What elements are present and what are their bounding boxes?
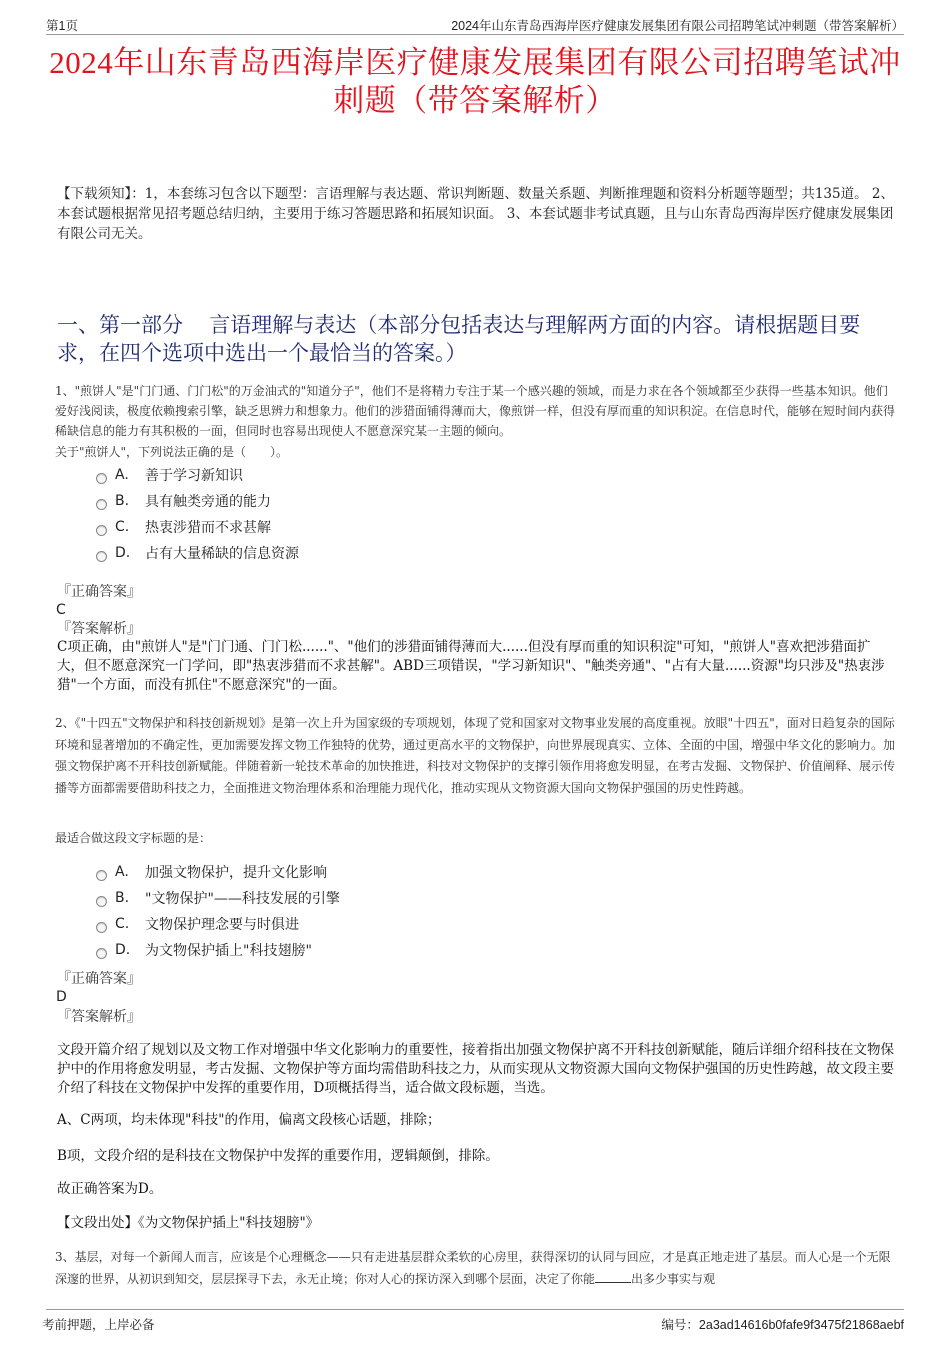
download-notice: 【下载须知】：1，本套练习包含以下题型：言语理解与表达题、常识判断题、数量关系题、判断推理题和资料分析题等题型；共135道。 2、本套试题根据常见招考题总结归纳，主要用于练习答题思路和拓展知识面。 3、本套试题非考试真题，且与山东青岛西海岸医疗健康发展集团有限公司无关。 — [57, 186, 894, 242]
option-letter: C. — [115, 519, 130, 535]
question-1-option-c[interactable] — [96, 514, 299, 540]
option-text: 加强文物保护，提升文化影响 — [145, 865, 327, 881]
question-3-stem-part-2: 出多少事实与观 — [631, 1271, 716, 1286]
header-doc-title: 2024年山东青岛西海岸医疗健康发展集团有限公司招聘笔试冲刺题（带答案解析） — [451, 19, 904, 33]
question-2-stem: 2、《"十四五"文物保护和科技创新规划》是第一次上升为国家级的专项规划，体现了党和国家对文物事业发展的高度重视。放眼"十四五"，面对日趋复杂的国际环境和显著增加的不确定性，更加需要发挥文物工作独特的优势，通过更高水平的文物保护，向世界展现真实、立体、全面的中国，增强中华文化的影响力。加强文物保护离不开科技创新赋能。伴随着新一轮技术革命的加快推进，科技对文物保护的支撑引领作用将愈发明显，在考古发掘、文物保护、价值阐释、展示传播等方面都需要借助科技之力，全面推进文物治理体系和治理能力现代化，推动实现从文物资源大国向文物保护强国的历史性跨越。 — [55, 716, 896, 795]
question-2-options — [96, 859, 340, 963]
radio-button-icon[interactable] — [96, 499, 107, 510]
page-footer — [42, 1309, 904, 1332]
option-letter: B. — [115, 890, 130, 906]
question-1-answer-block — [57, 583, 897, 695]
option-letter: A. — [115, 864, 129, 880]
analysis-label: 『答案解析』 — [57, 1009, 141, 1025]
question-3-stem-part-1: 3、基层，对每一个新闻人而言，应该是个心理概念——只有走进基层群众柔软的心房里，获得深切的认同与回应，才是真正地走进了基层。而人心是一个无限深邃的世界，从初识到知交，层层探寻下去，永无止境；你对人心的探访深入到哪个层面，决定了你能 — [55, 1250, 891, 1286]
question-2-option-d[interactable] — [96, 937, 340, 963]
radio-button-icon[interactable] — [96, 922, 107, 933]
document-title — [40, 44, 910, 120]
question-2-analysis-paragraph-4: 故正确答案为D。 — [57, 1181, 163, 1197]
option-text: 占有大量稀缺的信息资源 — [145, 546, 299, 562]
correct-answer: C — [56, 602, 66, 618]
page-number: 第1页 — [46, 19, 78, 33]
question-2-analysis-paragraph-1: 文段开篇介绍了规划以及文物工作对增强中华文化影响力的重要性，接着指出加强文物保护离不开科技创新赋能，随后详细介绍科技在文物保护中的作用将愈发明显，考古发掘、文物保护等方面均需借助科技之力，从而实现从文物资源大国向文物保护强国的历史性跨越，故文段主要介绍了科技在文物保护中发挥的重要作用，D项概括得当，适合做文段标题，当选。 — [57, 1042, 894, 1096]
option-letter: D. — [115, 942, 131, 958]
question-3-stem — [55, 1247, 895, 1290]
option-text: 善于学习新知识 — [145, 468, 243, 484]
question-2-analysis-paragraph-2: A、C两项，均未体现"科技"的作用，偏离文段核心话题，排除； — [57, 1112, 441, 1128]
question-2-analysis-paragraph-3: B项，文段介绍的是科技在文物保护中发挥的重要作用，逻辑颠倒，排除。 — [57, 1148, 499, 1164]
question-1-prompt: 关于"煎饼人"，下列说法正确的是（ ）。 — [55, 445, 289, 459]
option-letter: D. — [115, 545, 131, 561]
option-letter: B. — [115, 493, 130, 509]
document-title-line-1: 2024年山东青岛西海岸医疗健康发展集团有限公司招聘笔试冲 — [49, 45, 901, 80]
option-text: 具有触类旁通的能力 — [145, 494, 271, 510]
radio-button-icon[interactable] — [96, 525, 107, 536]
section-heading: 一、第一部分 言语理解与表达（本部分包括表达与理解两方面的内容。请根据题目要求，在四个选项中选出一个最恰当的答案。） — [57, 313, 861, 365]
document-serial-number: 编号：2a3ad14616b0fafe9f3475f21868aebf — [661, 1318, 904, 1332]
analysis-label: 『答案解析』 — [57, 621, 141, 637]
option-text: "文物保护"——科技发展的引擎 — [145, 891, 340, 907]
question-1-stem: 1、"煎饼人"是"门门通、门门松"的万金油式的"知道分子"，他们不是将精力专注于某一个感兴趣的领域，而是力求在各个领域都至少获得一些基本知识。他们爱好浅阅读，极度依赖搜索引擎，缺乏思辨力和想象力。他们的涉猎面铺得薄而大，像煎饼一样，但没有厚而重的知识积淀。在信息时代，能够在短时间内获得稀缺信息的能力有其积极的一面，但同时也容易出现使人不愿意深究某一主题的倾向。 — [55, 384, 896, 438]
question-2-option-a[interactable] — [96, 859, 340, 885]
radio-button-icon[interactable] — [96, 473, 107, 484]
question-2-option-c[interactable] — [96, 911, 340, 937]
question-1-analysis: C项正确，由"煎饼人"是"门门通、门门松......"、"他们的涉猎面铺得薄而大......但没有厚而重的知识积淀"可知，"煎饼人"喜欢把涉猎面扩大，但不愿意深究一门学问，即"热衷涉猎而不求甚解"。ABD三项错误，"学习新知识"、"触类旁通"、"占有大量......资源"均只涉及"热衷涉猎"一个方面，而没有抓住"不愿意深究"的一面。 — [57, 639, 885, 693]
question-2-answer-block — [57, 970, 897, 1026]
correct-answer: D — [56, 989, 67, 1005]
option-text: 为文物保护插上"科技翅膀" — [145, 943, 312, 959]
question-2-option-b[interactable] — [96, 885, 340, 911]
option-text: 文物保护理念要与时俱进 — [145, 917, 299, 933]
question-1-options — [96, 462, 299, 566]
fill-in-blank — [595, 1282, 631, 1283]
question-1-option-d[interactable] — [96, 540, 299, 566]
radio-button-icon[interactable] — [96, 948, 107, 959]
question-2-prompt: 最适合做这段文字标题的是： — [55, 831, 212, 845]
footer-slogan: 考前押题，上岸必备 — [42, 1318, 155, 1332]
correct-answer-label: 『正确答案』 — [57, 584, 141, 600]
option-text: 热衷涉猎而不求甚解 — [145, 520, 271, 536]
option-letter: C. — [115, 916, 130, 932]
document-title-line-2: 刺题（带答案解析） — [333, 83, 617, 118]
question-1-option-b[interactable] — [96, 488, 299, 514]
option-letter: A. — [115, 467, 129, 483]
question-2-source: 【文段出处】《为文物保护插上"科技翅膀"》 — [57, 1215, 320, 1231]
question-1-option-a[interactable] — [96, 462, 299, 488]
radio-button-icon[interactable] — [96, 870, 107, 881]
radio-button-icon[interactable] — [96, 551, 107, 562]
radio-button-icon[interactable] — [96, 896, 107, 907]
page-header — [46, 14, 904, 35]
correct-answer-label: 『正确答案』 — [57, 971, 141, 987]
